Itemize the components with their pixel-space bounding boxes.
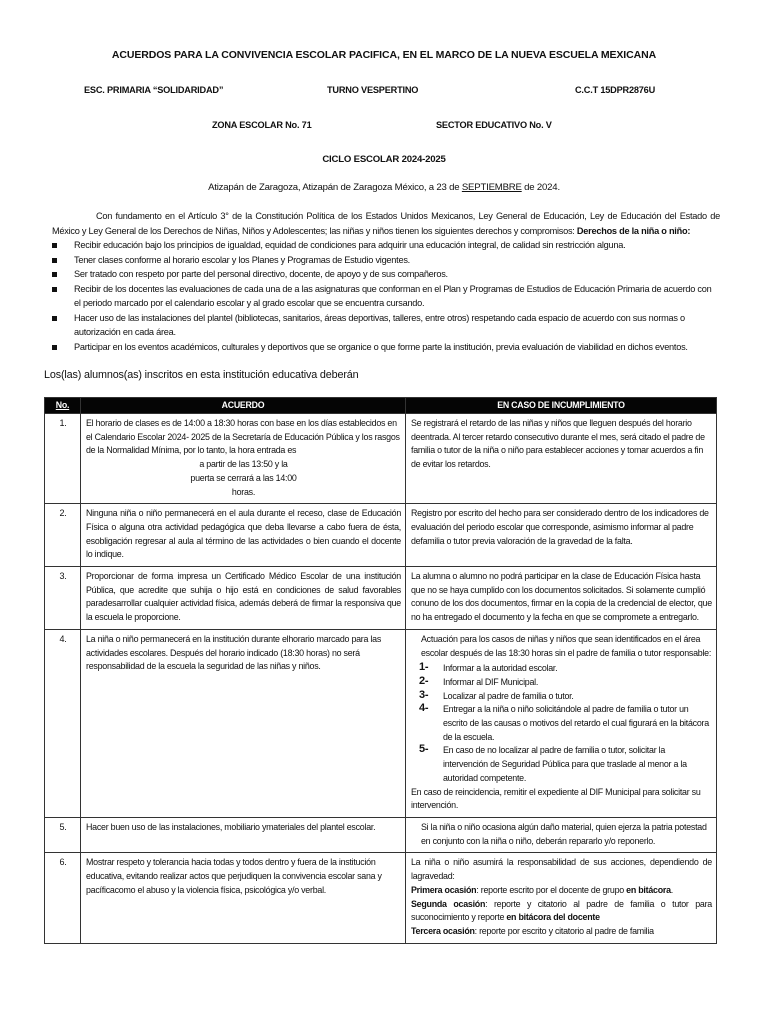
rights-text: Recibir educación bajo los principios de igualdad, equidad de condiciones para adquirir una educación integral, de calidad sin restricción alguna. — [74, 240, 626, 250]
bullet-square-icon — [52, 258, 57, 263]
breach-text: Se registrará el retardo de las niñas y niños que lleguen después del horario deentrada. Al tercer retardo consecutivo durante el mes, será citado el padre de familia o tutor de la niña o niño para establecer acciones y tomar acuerdos a fin de evitar los retardos. — [411, 418, 705, 470]
table-row — [45, 853, 717, 943]
breach-cell — [406, 504, 717, 567]
intro-section — [52, 209, 720, 354]
rights-item — [52, 253, 720, 268]
agreement-text: horas. — [231, 486, 256, 497]
bullet-square-icon — [52, 316, 57, 321]
breach-outro: En caso de reincidencia, remitir el expediente al DIF Municipal para solicitar su intervención. — [411, 786, 701, 811]
third-occasion-text: : reporte por escrito y citatorio al padre de familia — [474, 925, 654, 936]
breach-text: Si la niña o niño ocasiona algún daño material, quien ejerza la patria potestad en conjunto con la niña o niño, deberán repararlo y/o reponerlo. — [421, 821, 707, 846]
first-occasion — [411, 884, 712, 898]
step-text: Informar a la autoridad escolar. — [443, 663, 558, 674]
table-header-row — [45, 398, 717, 414]
breach-intro: La niña o niño asumirá la responsabilidad de sus acciones, dependiendo de lagravedad: — [411, 857, 712, 882]
first-occasion-text: : reporte escrito por el docente de grupo — [476, 884, 627, 895]
agreement-text: puerta se cerrará a las 14:00 — [190, 472, 297, 483]
breach-steps — [411, 662, 712, 785]
agreement-cell — [81, 414, 406, 504]
agreement-text: a partir de las 13:50 y la — [199, 459, 288, 470]
second-occasion-label: Segunda ocasión — [411, 898, 486, 909]
step-text: En caso de no localizar al padre de familia o tutor, solicitar la intervención de Seguridad Pública para que traslade al menor a la autoridad competente. — [443, 745, 687, 783]
date-suffix: de 2024. — [521, 182, 560, 193]
breach-text: La alumna o alumno no podrá participar en la clase de Educación Física hasta que no se haya cumplido con los documentos solicitados. Si solamente cumplió conuno de los dos documentos, firmar en la copia de la credencial de elector, que no ha entregado el documento y la fecha en que se compromete a entregarlo. — [411, 571, 712, 623]
rights-item — [52, 311, 720, 340]
breach-cell — [406, 853, 717, 943]
step-number: 3- — [419, 688, 429, 701]
agreement-text: El horario de clases es de 14:00 a 18:30 horas con base en los días establecidos en el Calendario Escolar 2024- 2025 de la Secretaría de Educación Pública y los rasgos de la Normalidad Mínima, por lo tanto, la hora entrada es — [86, 418, 400, 456]
step-number: 4- — [419, 702, 429, 715]
step-item — [411, 662, 712, 676]
step-text: Informar al DIF Municipal. — [443, 676, 539, 687]
table-row — [45, 567, 717, 630]
step-item — [411, 676, 712, 690]
breach-text: Registro por escrito del hecho para ser considerado dentro de los indicadores de evaluación del periodo escolar que corresponde, asimismo informar al padre defamilia o tutor previa valoración de la gravedad de la falta. — [411, 508, 709, 546]
bullet-square-icon — [52, 345, 57, 350]
school-sector: SECTOR EDUCATIVO No. V — [436, 120, 552, 130]
step-item — [411, 744, 712, 785]
table-row — [45, 629, 717, 817]
rights-list — [52, 238, 720, 354]
rights-item — [52, 267, 720, 282]
second-occasion-bold: en bitácora del docente — [506, 912, 600, 923]
agreement-cell — [81, 567, 406, 630]
rights-text: Tener clases conforme al horario escolar y los Planes y Programas de Estudio vigentes. — [74, 254, 410, 265]
school-shift: TURNO VESPERTINO — [327, 85, 419, 95]
third-occasion — [411, 925, 712, 939]
row-number: 6. — [45, 853, 81, 943]
document-date — [0, 182, 768, 193]
row-number: 5. — [45, 817, 81, 852]
row-number: 2. — [45, 504, 81, 567]
third-occasion-label: Tercera ocasión — [411, 925, 475, 936]
bullet-square-icon — [52, 243, 57, 248]
second-occasion-text: : reporte y citatorio al padre de familia o tutor para suconocimiento y reporte — [411, 898, 712, 923]
first-occasion-end: . — [670, 884, 673, 895]
breach-cell — [406, 414, 717, 504]
step-number: 2- — [419, 674, 429, 687]
step-text: Entregar a la niña o niño solicitándole al padre de familia o tutor un escrito de las causas o motivos del retardo el cual figurará en la bitácora de la escuela. — [443, 704, 709, 742]
rights-item — [52, 282, 720, 311]
first-occasion-bold: en bitácora — [626, 884, 671, 895]
first-occasion-label: Primera ocasión — [411, 884, 477, 895]
agreement-text: La niña o niño permanecerá en la institución durante elhorario marcado para las actividades escolares. Después del horario indicado (18:30 horas) no será responsabilidad de la escuela la seguridad de las niñas y niños. — [86, 633, 382, 672]
rights-text: Participar en los eventos académicos, culturales y deportivos que se organice o que forme parte la institución, previa evaluación de viabilidad en dichos eventos. — [74, 341, 688, 352]
school-name: ESC. PRIMARIA “SOLIDARIDAD” — [84, 85, 224, 95]
breach-intro: Actuación para los casos de niñas y niños que sean identificados en el área escolar después de las 18:30 horas sin el padre de familia o tutor responsable: — [421, 633, 712, 658]
intro-text: Con fundamento en el Artículo 3° de la Constitución Política de los Estados Unidos Mexicanos, Ley General de Educación, Ley de Educación del Estado de México y Ley General de los Derechos de Niñas, Niños y Adolescentes; las niñas y niños tienen los siguientes derechos y compromisos: — [52, 211, 720, 236]
row-number: 4. — [45, 629, 81, 817]
rights-text: Recibir de los docentes las evaluaciones de cada una de a las asignaturas que conforman en el Plan y Programas de Estudios de Educación Primaria de acuerdo con el periodo marcado por el calendario escolar y al grado escolar que se encuentra cursando. — [74, 283, 712, 308]
agreement-text: Hacer buen uso de las instalaciones, mobiliario ymateriales del plantel escolar. — [86, 821, 376, 832]
agreement-cell — [81, 629, 406, 817]
agreement-cell — [81, 504, 406, 567]
document-title: ACUERDOS PARA LA CONVIVENCIA ESCOLAR PACIFICA, EN EL MARCO DE LA NUEVA ESCUELA MEXICANA — [111, 49, 657, 61]
table-row — [45, 504, 717, 567]
date-month: SEPTIEMBRE — [461, 182, 522, 193]
step-item — [411, 690, 712, 704]
row-number: 1. — [45, 414, 81, 504]
agreement-cell — [81, 817, 406, 852]
agreement-text: Ninguna niña o niño permanecerá en el aula durante el receso, clase de Educación Física o alguna otra actividad pedagógica que deba llevarse a cabo fuera de ésta, esobligación regresar al aula al término de las actividades o bien cuando el docente lo indique. — [86, 508, 401, 560]
bullet-square-icon — [52, 272, 57, 277]
table-row — [45, 817, 717, 852]
header-no: No. — [45, 398, 81, 414]
agreement-text: Mostrar respeto y tolerancia hacia todas y todos dentro y fuera de la institución educativa, evitando realizar actos que perjudiquen la convivencia escolar sana y pacíficacomo el abuso y la violencia física, psicológica y/o verbal. — [86, 857, 382, 895]
school-zone: ZONA ESCOLAR No. 71 — [212, 120, 312, 130]
agreement-cell — [81, 853, 406, 943]
step-number: 1- — [419, 661, 429, 674]
intro-paragraph — [52, 209, 720, 238]
rights-item — [52, 238, 720, 253]
step-number: 5- — [419, 743, 429, 756]
step-item — [411, 703, 712, 744]
breach-cell — [406, 817, 717, 852]
step-text: Localizar al padre de familia o tutor. — [443, 690, 574, 701]
header-breach: EN CASO DE INCUMPLIMIENTO — [406, 398, 717, 414]
row-number: 3. — [45, 567, 81, 630]
agreement-text: Proporcionar de forma impresa un Certificado Médico Escolar de una institución Pública, que acredite que suhija o hijo está en condiciones de salud favorables paradesarrollar cualquier actividad física, además deberá de firmar la responsiva que la escuela le proporcione. — [86, 571, 401, 623]
rights-text: Hacer uso de las instalaciones del plantel (bibliotecas, sanitarios, áreas deportivas, talleres, entre otros) respetando cada espacio de acuerdo con sus normas o autorización en cada área. — [74, 312, 685, 337]
date-prefix: Atizapán de Zaragoza, Atizapán de Zaragoza México, a 23 de — [208, 182, 462, 193]
intro-rights-heading: Derechos de la niña o niño: — [576, 225, 691, 236]
rights-text: Ser tratado con respeto por parte del personal directivo, docente, de apoyo y de sus compañeros. — [74, 269, 448, 279]
table-row — [45, 414, 717, 504]
header-agreement: ACUERDO — [81, 398, 406, 414]
bullet-square-icon — [52, 287, 57, 292]
school-cct: C.C.T 15DPR2876U — [575, 85, 656, 95]
second-occasion — [411, 898, 712, 925]
school-cycle: CICLO ESCOLAR 2024-2025 — [322, 154, 446, 165]
breach-cell — [406, 567, 717, 630]
breach-cell — [406, 629, 717, 817]
rights-item — [52, 340, 720, 355]
agreements-lead: Los(las) alumnos(as) inscritos en esta institución educativa deberán — [44, 369, 359, 381]
agreements-table — [44, 397, 717, 944]
